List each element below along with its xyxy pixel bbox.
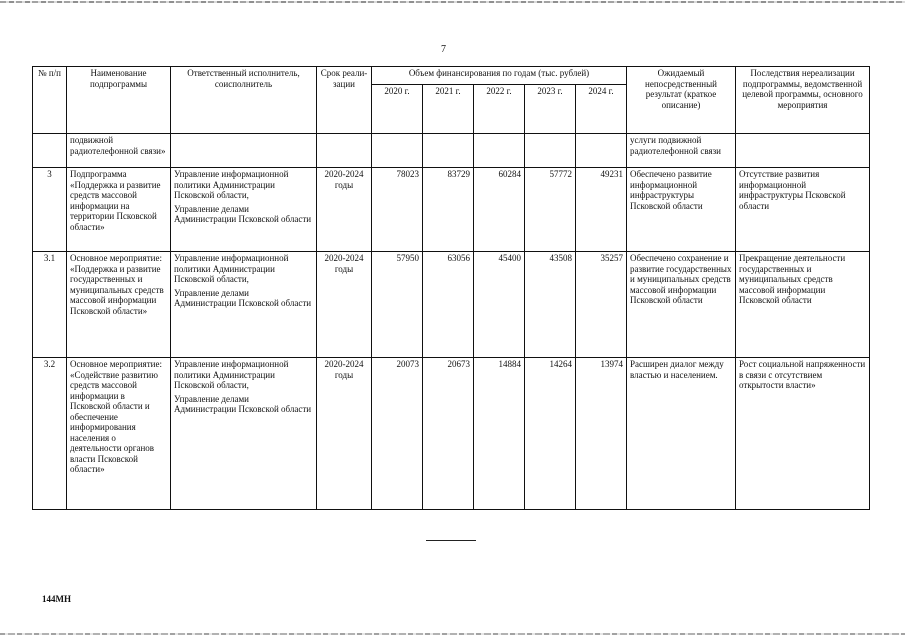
cell-num: 3 — [33, 168, 67, 252]
document-code: 144МН — [42, 594, 71, 604]
cell-name: Подпрограмма «Поддержка и развитие средств массовой информации на территории Псковской области» — [67, 168, 171, 252]
cell-executor — [171, 134, 317, 168]
continuation-row — [33, 134, 870, 168]
header-name: Наименование подпрограммы — [67, 67, 171, 134]
scan-edge-top — [0, 1, 905, 3]
cell-value — [474, 134, 525, 168]
cell-value: 57950 — [372, 252, 423, 358]
cell-name: Основное мероприятие: «Поддержка и развитие государственных и муниципальных средств массовой информации Псковской области» — [67, 252, 171, 358]
cell-value: 45400 — [474, 252, 525, 358]
executor-line: Управление информационной политики Администрации Псковской области, — [174, 359, 289, 390]
cell-value: 43508 — [525, 252, 576, 358]
cell-value: 57772 — [525, 168, 576, 252]
cell-executor — [171, 358, 317, 510]
executor-line: Управление делами Администрации Псковской области — [174, 203, 312, 224]
financing-table — [32, 66, 870, 510]
cell-term: 2020-2024 годы — [317, 358, 372, 510]
cell-term — [317, 134, 372, 168]
cell-result: услуги подвижной радиотелефонной связи — [627, 134, 736, 168]
scan-edge-bottom — [0, 633, 905, 635]
table-row — [33, 358, 870, 510]
cell-num — [33, 134, 67, 168]
cell-value: 63056 — [423, 252, 474, 358]
cell-value: 14884 — [474, 358, 525, 510]
cell-value: 20073 — [372, 358, 423, 510]
cell-value: 35257 — [576, 252, 627, 358]
cell-num: 3.1 — [33, 252, 67, 358]
cell-value: 60284 — [474, 168, 525, 252]
cell-value — [576, 134, 627, 168]
header-year: 2023 г. — [525, 85, 576, 134]
cell-value: 13974 — [576, 358, 627, 510]
cell-value: 14264 — [525, 358, 576, 510]
cell-value: 20673 — [423, 358, 474, 510]
header-term: Срок реали-зации — [317, 67, 372, 134]
cell-value — [423, 134, 474, 168]
cell-consequences: Отсутствие развития информационной инфраструктуры Псковской области — [736, 168, 870, 252]
cell-value — [525, 134, 576, 168]
header-executor: Ответственный исполнитель, соисполнитель — [171, 67, 317, 134]
table-row — [33, 168, 870, 252]
cell-consequences: Рост социальной напряженности в связи с отсутствием открытости власти» — [736, 358, 870, 510]
cell-term: 2020-2024 годы — [317, 252, 372, 358]
cell-value: 49231 — [576, 168, 627, 252]
footnote-separator — [426, 540, 476, 541]
header-financing: Объем финансирования по годам (тыс. рублей) — [372, 67, 627, 85]
cell-result: Обеспечено сохранение и развитие государственных и муниципальных средств массовой информации Псковской области — [627, 252, 736, 358]
cell-value: 83729 — [423, 168, 474, 252]
executor-line: Управление делами Администрации Псковской области — [174, 393, 312, 414]
cell-name: подвижной радиотелефонной связи» — [67, 134, 171, 168]
header-consequences: Последствия нереализации подпрограммы, ведомственной целевой программы, основного мероприятия — [736, 67, 870, 134]
cell-consequences — [736, 134, 870, 168]
header-result: Ожидаемый непосредственный результат (краткое описание) — [627, 67, 736, 134]
cell-executor — [171, 168, 317, 252]
header-row — [33, 67, 870, 85]
cell-result: Обеспечено развитие информационной инфраструктуры Псковской области — [627, 168, 736, 252]
cell-num: 3.2 — [33, 358, 67, 510]
header-year: 2024 г. — [576, 85, 627, 134]
cell-executor — [171, 252, 317, 358]
executor-line: Управление информационной политики Администрации Псковской области, — [174, 169, 289, 200]
cell-consequences: Прекращение деятельности государственных и муниципальных средств массовой информации Псковской области — [736, 252, 870, 358]
executor-line: Управление информационной политики Администрации Псковской области, — [174, 253, 289, 284]
cell-value: 78023 — [372, 168, 423, 252]
cell-result: Расширен диалог между властью и населением. — [627, 358, 736, 510]
cell-term: 2020-2024 годы — [317, 168, 372, 252]
table-row — [33, 252, 870, 358]
cell-value — [372, 134, 423, 168]
cell-name: Основное мероприятие: «Содействие развитию средств массовой информации в Псковской области и обеспечение информирования населения о деятельности органов власти Псковской области» — [67, 358, 171, 510]
header-year: 2021 г. — [423, 85, 474, 134]
header-year: 2020 г. — [372, 85, 423, 134]
header-year: 2022 г. — [474, 85, 525, 134]
executor-line: Управление делами Администрации Псковской области — [174, 287, 312, 308]
header-num: № п/п — [33, 67, 67, 134]
page-number: 7 — [441, 44, 446, 55]
